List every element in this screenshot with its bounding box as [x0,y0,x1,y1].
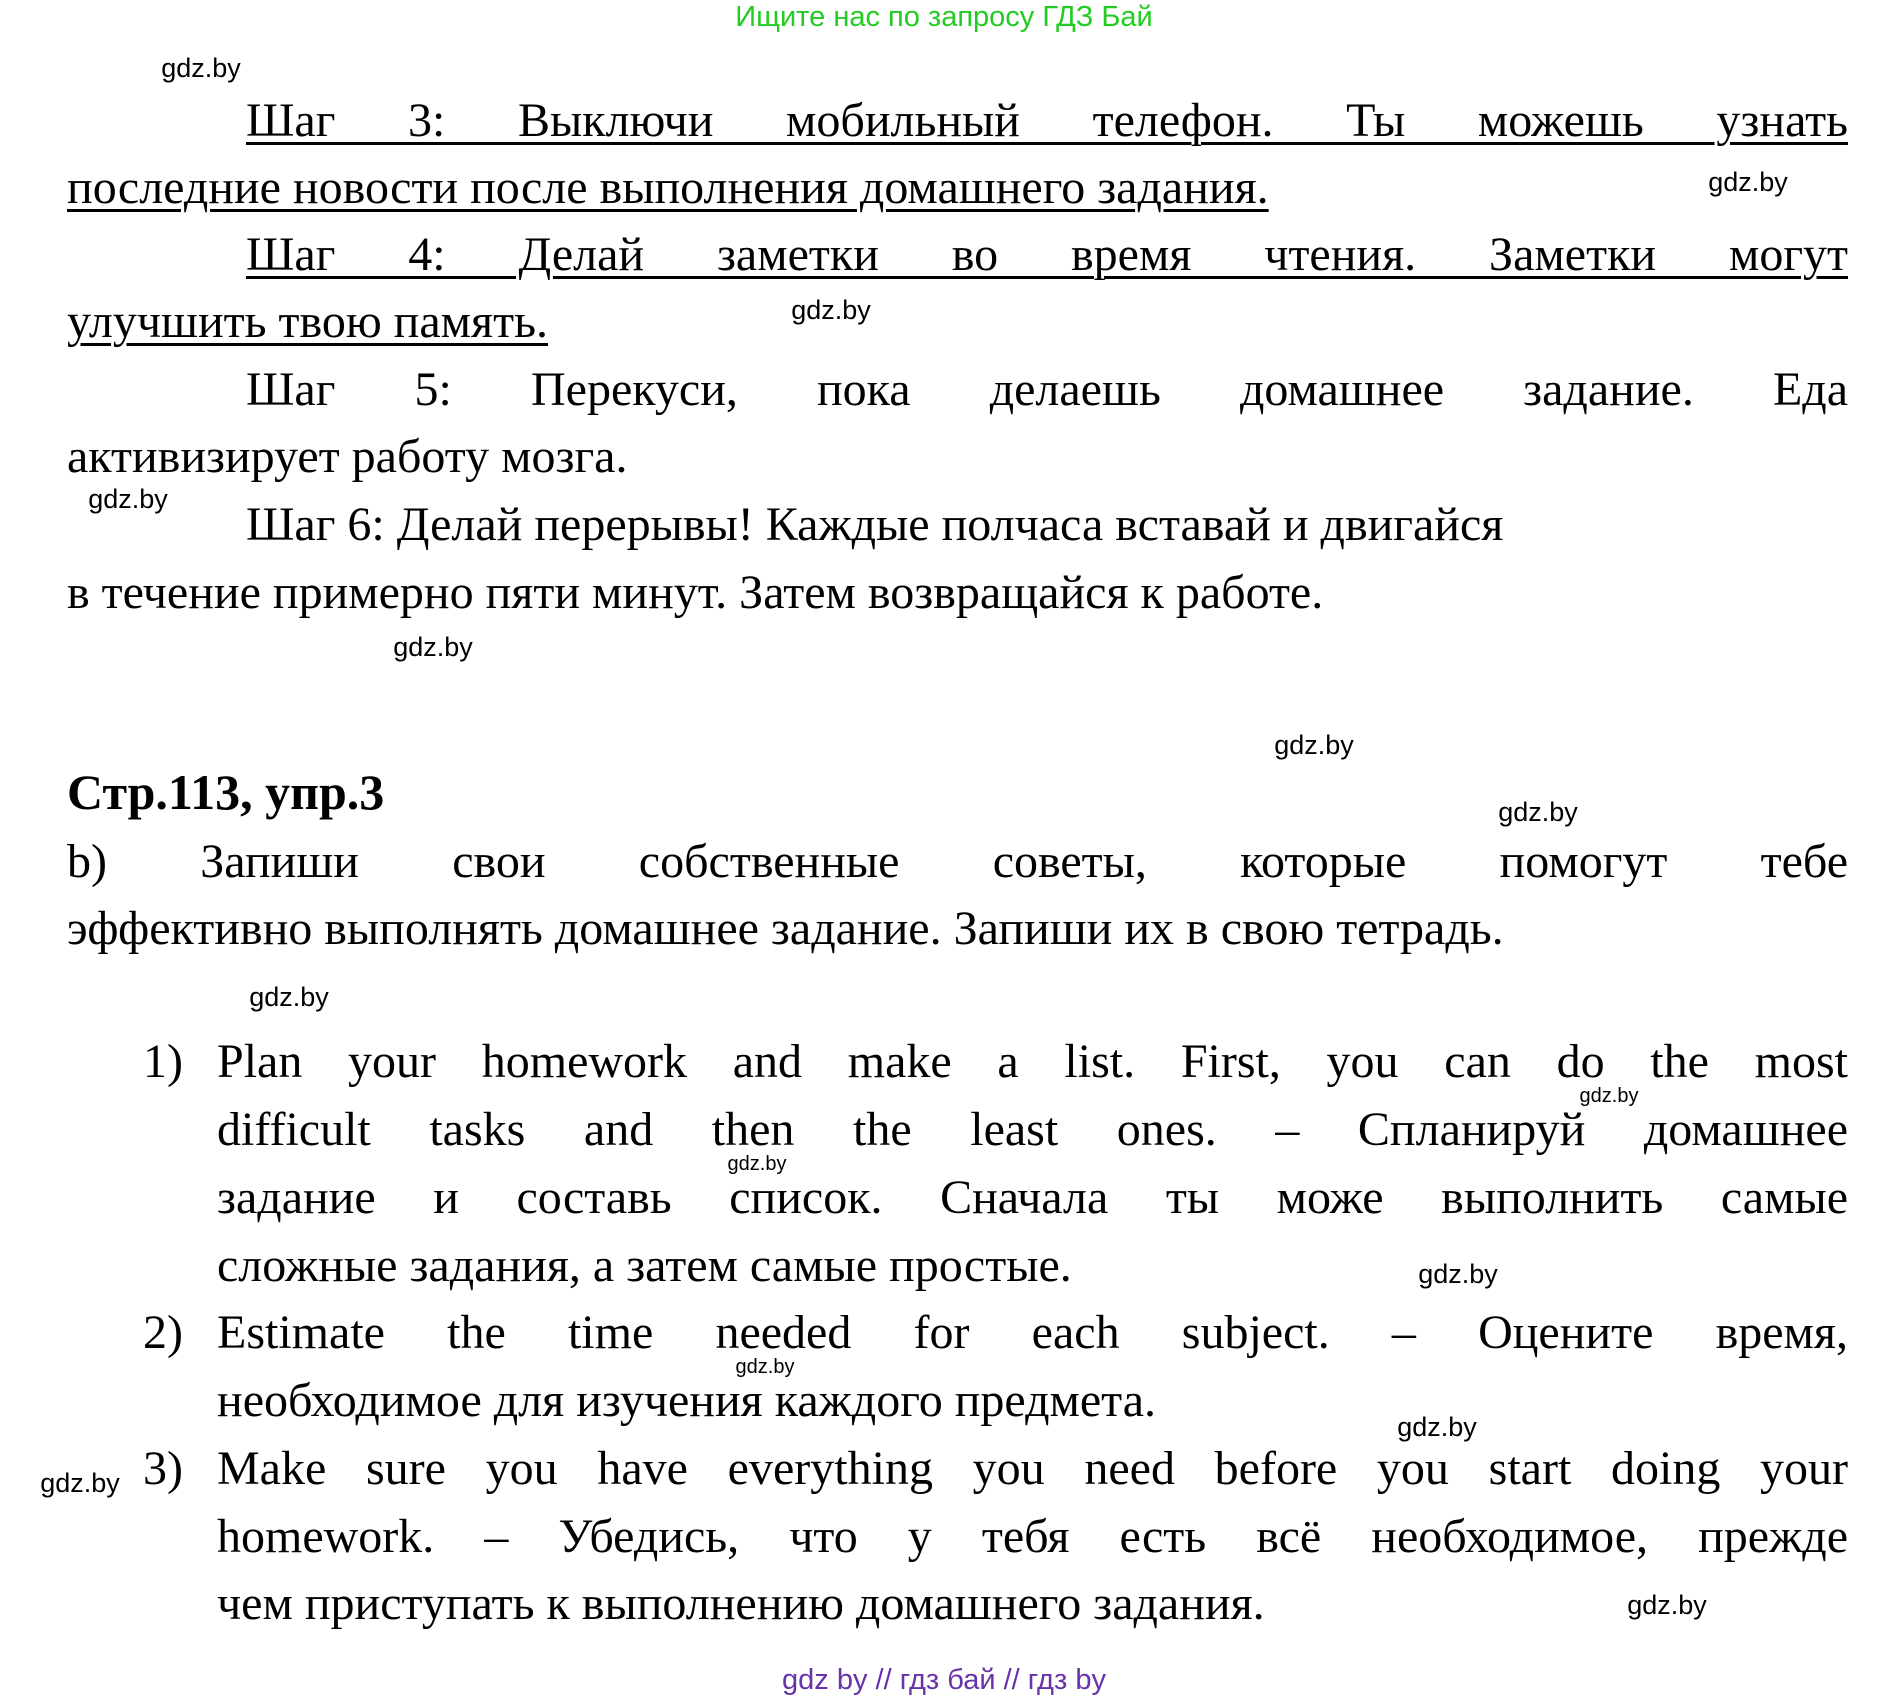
watermark: gdz.by [249,982,329,1012]
top-banner: Ищите нас по запросу ГДЗ Бай [735,1,1153,33]
watermark: gdz.by [735,1356,795,1378]
list-item-3-line: чем приступать к выполнению домашнего задания. [217,1577,1265,1630]
watermark: gdz.by [1274,730,1354,760]
step-5-line: Шаг 5: Перекуси, пока делаешь домашнее задание. Еда [246,363,1848,416]
step-5-line: активизирует работу мозга. [67,430,628,483]
step-6-line: в течение примерно пяти минут. Затем возвращайся к работе. [67,566,1324,619]
list-item-1-line: Plan your homework and make a list. First, you can do the most [217,1035,1848,1088]
task-line: эффективно выполнять домашнее задание. Запиши их в свою тетрадь. [67,902,1504,955]
watermark: gdz.by [1397,1412,1477,1442]
watermark: gdz.by [727,1153,787,1175]
list-item-3-line: homework. – Убедись, что у тебя есть всё необходимое, прежде [217,1510,1848,1563]
watermark: gdz.by [88,484,168,514]
step-4-line: Шаг 4: Делай заметки во время чтения. Заметки могут [246,228,1848,281]
task-line: b) Запиши свои собственные советы, которые помогут тебе [67,835,1848,888]
list-item-1-line: difficult tasks and then the least ones. – Спланируй домашнее [217,1103,1848,1156]
watermark: gdz.by [393,632,473,662]
watermark: gdz.by [161,53,241,83]
list-number: 2) [143,1306,183,1359]
watermark: gdz.by [1498,797,1578,827]
watermark: gdz.by [1627,1590,1707,1620]
step-6-line: Шаг 6: Делай перерывы! Каждые полчаса вставай и двигайся [246,498,1504,551]
step-4-line: улучшить твою память. [67,295,548,348]
footer-links[interactable]: gdz by // гдз бай // гдз by [782,1664,1106,1696]
watermark: gdz.by [1418,1259,1498,1289]
list-item-2-line: Estimate the time needed for each subject. – Оцените время, [217,1306,1848,1359]
list-item-2-line: необходимое для изучения каждого предмета. [217,1374,1157,1427]
list-number: 3) [143,1442,183,1495]
list-number: 1) [143,1035,183,1088]
list-item-3-line: Make sure you have everything you need before you start doing your [217,1442,1848,1495]
step-3-line: последние новости после выполнения домашнего задания. [67,161,1269,214]
exercise-heading: Стр.113, упр.3 [67,764,385,820]
watermark: gdz.by [1579,1085,1639,1107]
step-3-line: Шаг 3: Выключи мобильный телефон. Ты можешь узнать [246,94,1848,147]
watermark: gdz.by [791,295,871,325]
list-item-1-line: задание и составь список. Сначала ты може выполнить самые [217,1171,1848,1224]
watermark: gdz.by [40,1468,120,1498]
watermark: gdz.by [1708,167,1788,197]
list-item-1-line: сложные задания, а затем самые простые. [217,1239,1072,1292]
